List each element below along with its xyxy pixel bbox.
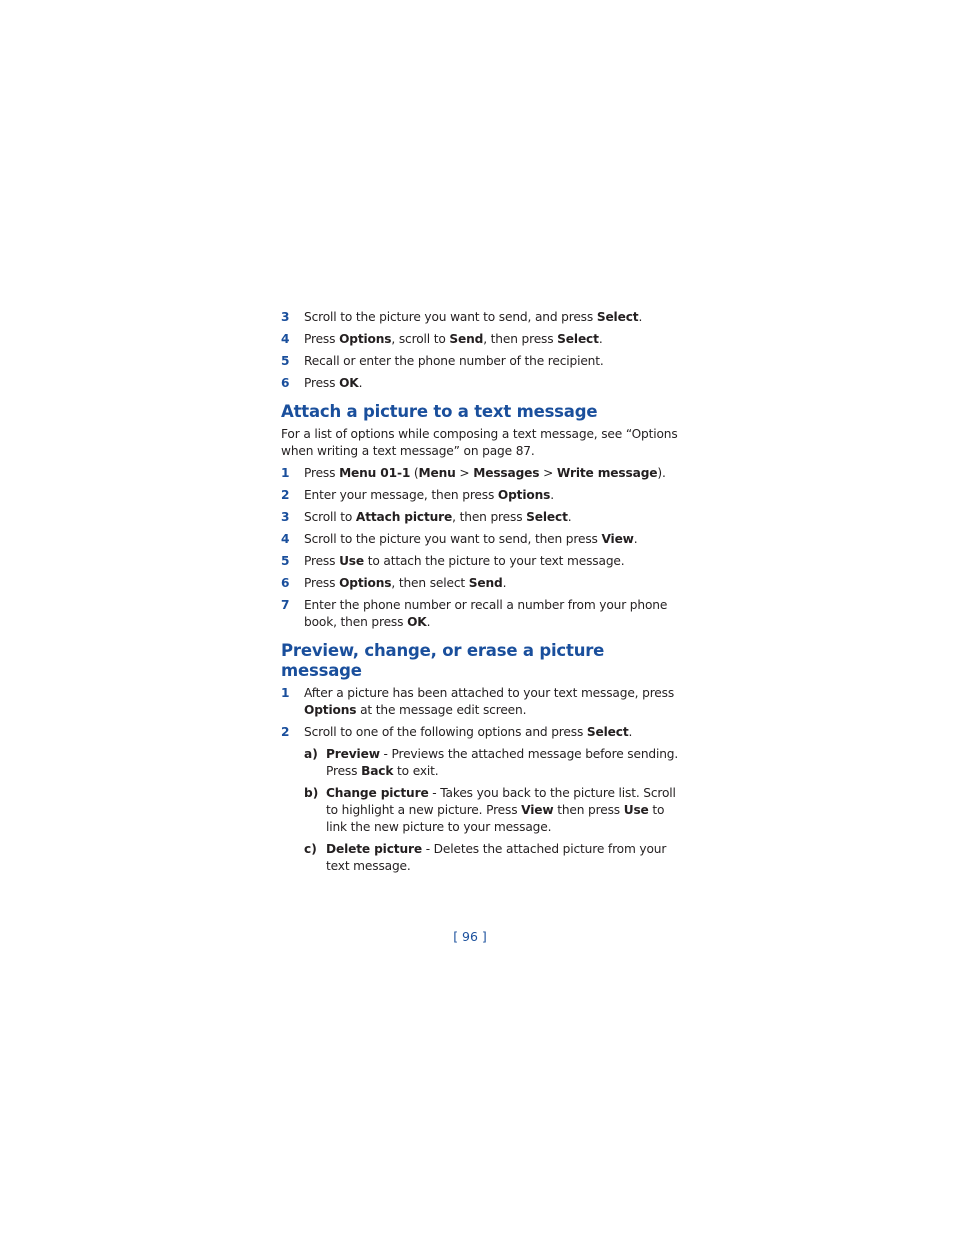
step-text [304,375,681,392]
text-run: ). [657,466,666,480]
text-run: , then press [483,332,558,346]
step-number: 5 [281,554,290,568]
step-item [281,465,681,482]
ui-term: Send [468,576,503,590]
ui-term: View [601,532,634,546]
substep-item [304,746,681,780]
step-text [304,553,681,570]
text-run: . [567,510,572,524]
substep-item [304,841,681,875]
text-run: . [638,310,643,324]
text-run: ( [410,466,419,480]
text-run: Enter your message, then press [304,488,498,502]
text-run: Press [304,466,340,480]
page-number: [ 96 ] [453,929,487,944]
step-item [281,553,681,570]
ui-term: Menu 01-1 [339,466,411,480]
preview-heading: Preview, change, or erase a picture message [281,641,605,680]
text-run: - Previews the attached message before sending. Press [326,747,679,778]
text-run: Scroll to [304,510,356,524]
step-item [281,575,681,592]
step-text [304,531,681,548]
text-run: > [455,466,474,480]
attach-heading: Attach a picture to a text message [281,402,598,421]
text-run: , then select [391,576,469,590]
ui-term: Back [361,764,394,778]
text-run: Press [304,554,340,568]
step-item [281,487,681,504]
attach-intro: For a list of options while composing a text message, see “Options when writing a text message” on page 87. [281,427,678,458]
step-text [304,685,681,719]
step-text [304,509,681,526]
attach-steps-list [281,465,681,631]
page-content [281,309,681,880]
preview-steps-list [281,685,681,741]
step-number: 5 [281,354,290,368]
ui-term: View [521,803,554,817]
step-number: 2 [281,725,290,739]
text-run: Press [304,576,340,590]
step-text [304,331,681,348]
text-run: > [539,466,557,480]
ui-term: OK [339,376,359,390]
ui-term: Select [596,310,639,324]
step-item [281,597,681,631]
ui-term: Options [339,332,392,346]
text-run: . [628,725,633,739]
substep-item [304,785,681,836]
step-number: 6 [281,576,290,590]
ui-term: Options [497,488,551,502]
ui-term: Messages [473,466,540,480]
text-run: , then press [452,510,527,524]
substep-text [326,746,681,780]
step-item [281,309,681,326]
text-run: - Deletes the attached picture from your text message. [326,842,667,873]
step-number: 1 [281,466,290,480]
substep-label: b) [304,786,319,800]
step-number: 4 [281,332,290,346]
step-number: 6 [281,376,290,390]
step-number: 7 [281,598,290,612]
text-run: After a picture has been attached to your text message, press [304,686,675,700]
step-text [304,487,681,504]
text-run: , scroll to [391,332,450,346]
text-run: to link the new picture to your message. [326,803,665,834]
ui-term: Use [339,554,365,568]
step-item [281,331,681,348]
step-text [304,597,681,631]
step-item [281,685,681,719]
text-run: Press [304,332,340,346]
ui-term: Attach picture [355,510,453,524]
ui-term: Select [557,332,599,346]
text-run: then press [553,803,624,817]
substep-label: a) [304,747,318,761]
text-run: to exit. [393,764,439,778]
ui-term: Delete picture [326,842,422,856]
ui-term: Change picture [326,786,429,800]
ui-term: Options [339,576,392,590]
substep-text [326,785,681,836]
step-text [304,309,681,326]
text-run: . [598,332,603,346]
step-number: 3 [281,510,290,524]
step-item [281,375,681,392]
step-text [304,575,681,592]
ui-term: Select [586,725,629,739]
step-text [304,353,681,370]
text-run: Press [304,376,340,390]
substep-text [326,841,681,875]
step-item [281,509,681,526]
step-number: 2 [281,488,290,502]
ui-term: OK [407,615,427,629]
step-number: 3 [281,310,290,324]
text-run: Recall or enter the phone number of the recipient. [304,354,604,368]
text-run: Scroll to one of the following options and press [304,725,587,739]
ui-term: Use [623,803,649,817]
ui-term: Select [526,510,568,524]
step-number: 1 [281,686,290,700]
step-item [281,353,681,370]
substep-label: c) [304,842,317,856]
ui-term: Write message [556,466,658,480]
text-run: at the message edit screen. [356,703,527,717]
step-item [281,724,681,741]
step-number: 4 [281,532,290,546]
text-run: . [426,615,431,629]
step-text [304,465,681,482]
step-text [304,724,681,741]
text-run: - Takes you back to the picture list. Scroll to highlight a new picture. Press [326,786,676,817]
ui-term: Send [449,332,484,346]
ui-term: Preview [326,747,380,761]
text-run: . [358,376,363,390]
ui-term: Menu [418,466,456,480]
ui-term: Options [304,703,357,717]
step-item [281,531,681,548]
text-run: . [502,576,507,590]
text-run: Enter the phone number or recall a number from your phone book, then press [304,598,668,629]
text-run: Scroll to the picture you want to send, and press [304,310,597,324]
text-run: to attach the picture to your text message. [364,554,625,568]
preview-substeps-list [281,746,681,875]
steps-list [281,309,681,392]
text-run: . [633,532,638,546]
text-run: . [550,488,554,502]
text-run: Scroll to the picture you want to send, then press [304,532,602,546]
